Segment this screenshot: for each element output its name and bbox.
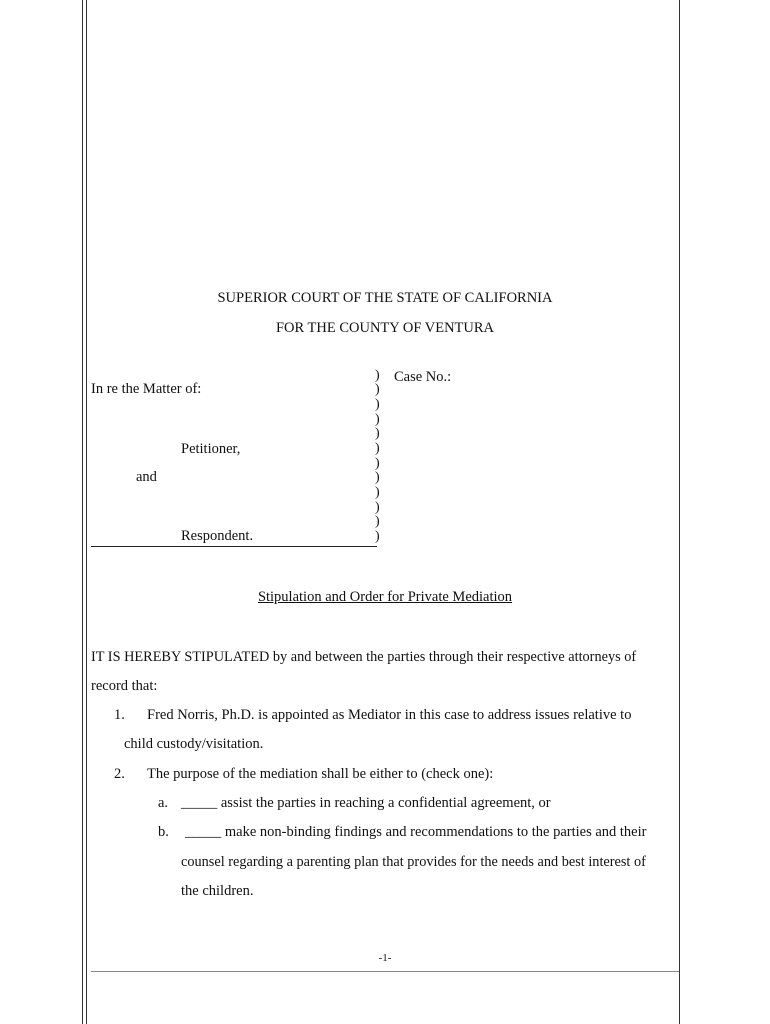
respondent-label: Respondent. [181, 528, 254, 544]
caption-paren: ) [375, 456, 380, 471]
caption-paren: ) [375, 397, 380, 412]
matter-label: In re the Matter of: [91, 381, 202, 397]
caption-paren: ) [375, 529, 380, 544]
caption-paren: ) [375, 382, 380, 397]
left-margin-line-inner [86, 0, 87, 1024]
caption-paren: ) [375, 412, 380, 427]
option-b-letter: b. [158, 824, 169, 840]
item-2-text: The purpose of the mediation shall be either to (check one): [147, 766, 494, 782]
and-label: and [136, 469, 157, 485]
item-1-line-1: Fred Norris, Ph.D. is appointed as Mediator in this case to address issues relative to [147, 707, 632, 723]
caption-paren: ) [375, 368, 380, 383]
footer-rule [91, 971, 679, 972]
right-margin-line [679, 0, 680, 1024]
case-number-label: Case No.: [394, 369, 452, 385]
court-heading: SUPERIOR COURT OF THE STATE OF CALIFORNIA [217, 290, 553, 306]
option-b-line-2: counsel regarding a parenting plan that provides for the needs and best interest of [181, 854, 646, 870]
caption-paren: ) [375, 514, 380, 529]
intro-line-1: IT IS HEREBY STIPULATED by and between the parties through their respective attorneys of [91, 649, 637, 665]
caption-paren: ) [375, 485, 380, 500]
option-a-text: _____ assist the parties in reaching a confidential agreement, or [181, 795, 551, 811]
caption-paren: ) [375, 441, 380, 456]
caption-bottom-rule [91, 546, 377, 547]
item-1-number: 1. [114, 707, 125, 723]
left-margin-line-outer [82, 0, 83, 1024]
option-b-line-3: the children. [181, 883, 254, 899]
item-2-number: 2. [114, 766, 125, 782]
option-a-letter: a. [158, 795, 169, 811]
petitioner-label: Petitioner, [181, 441, 241, 457]
intro-line-2: record that: [91, 678, 158, 694]
caption-paren: ) [375, 470, 380, 485]
document-title: Stipulation and Order for Private Mediation [257, 589, 513, 605]
caption-paren: ) [375, 500, 380, 515]
county-heading: FOR THE COUNTY OF VENTURA [275, 320, 495, 336]
option-b-line-1: _____ make non-binding findings and recommendations to the parties and their [185, 824, 647, 840]
item-1-line-2: child custody/visitation. [124, 736, 264, 752]
page-number: -1- [378, 952, 392, 964]
caption-paren: ) [375, 426, 380, 441]
